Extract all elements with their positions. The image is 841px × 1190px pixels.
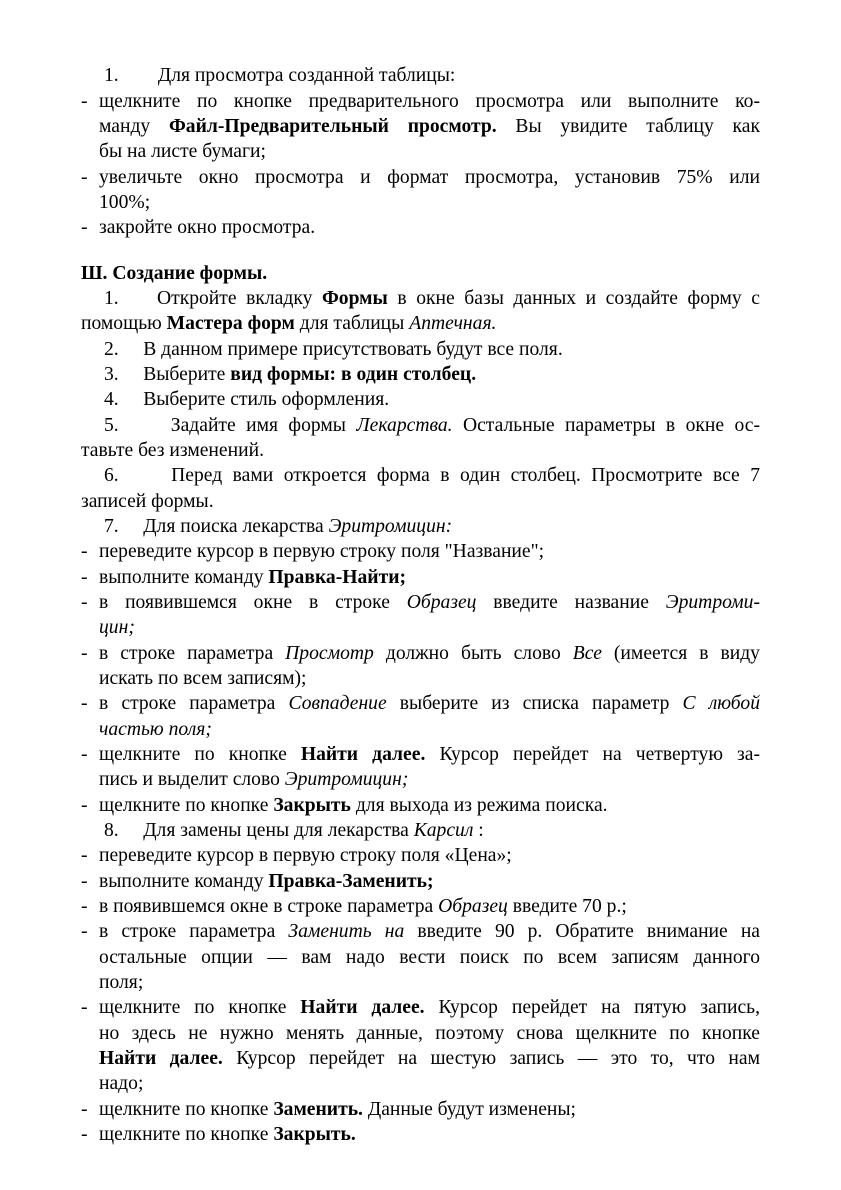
text-line: [0, 489, 841, 515]
bullet-dash: -: [81, 167, 88, 188]
text-run: в появившемся окне в строке: [99, 592, 407, 613]
line-text: [104, 362, 476, 388]
text-line: [0, 590, 841, 616]
line-text: [99, 641, 760, 667]
text-run: в строке параметра: [99, 921, 289, 942]
text-run: щелкните по кнопке: [99, 1099, 274, 1120]
text-line: [0, 1122, 841, 1148]
text-run: щелкните по кнопке: [99, 1124, 274, 1145]
bullet-dash: -: [81, 217, 88, 238]
line-text: [99, 793, 608, 819]
text-run: щелкните по кнопке: [99, 744, 301, 765]
text-line: [0, 793, 841, 819]
text-run: Данные будут изменены;: [362, 1099, 576, 1120]
bold-text: Ш. Создание формы.: [81, 263, 268, 284]
line-text: [104, 387, 389, 413]
bullet-dash: -: [81, 643, 88, 664]
line-text: [99, 742, 760, 768]
line-text: [104, 514, 452, 540]
text-run: щелкните по кнопке: [99, 795, 274, 816]
text-run: искать по всем записям);: [99, 668, 307, 689]
text-run: введите 70 р.;: [507, 896, 627, 917]
bold-text: Файл-Предварительный просмотр.: [168, 116, 497, 137]
italic-text: Образец: [406, 592, 477, 613]
text-line: [0, 995, 841, 1021]
line-text: [99, 691, 760, 717]
text-run: 8. Для замены цены для лекарства: [104, 820, 414, 841]
text-line: [0, 565, 841, 591]
line-text: [104, 337, 563, 363]
line-text: [99, 165, 760, 191]
italic-text: Образец: [438, 896, 508, 917]
line-text: [99, 1046, 760, 1072]
text-line: [0, 139, 841, 165]
text-run: выберите из списка параметр: [386, 693, 683, 714]
text-run: 2. В данном примере присутствовать будут все поля.: [104, 339, 563, 360]
line-text: [99, 139, 266, 165]
text-run: пись и выделит слово: [99, 769, 285, 790]
text-run: для выхода из режима поиска.: [350, 795, 608, 816]
text-run: щелкните по кнопке: [99, 997, 301, 1018]
text-line: [0, 387, 841, 413]
italic-text: Совпадение: [288, 693, 387, 714]
bold-text: Закрыть.: [273, 1124, 356, 1145]
italic-text: Заменить на: [288, 921, 405, 942]
bold-text: Формы: [321, 288, 388, 309]
text-line: [0, 843, 841, 869]
text-run: для таблицы: [294, 313, 410, 334]
line-text: [99, 666, 306, 692]
line-text: [99, 869, 434, 895]
bold-text: Найти далее.: [300, 744, 426, 765]
bold-text: Закрыть: [273, 795, 351, 816]
text-run: бы на листе бумаги;: [99, 141, 266, 162]
text-run: Курсор перейдет на четвертую за-: [425, 744, 761, 765]
text-line: [0, 362, 841, 388]
text-run: выполните команду: [99, 871, 269, 892]
bold-text: Правка-Найти;: [268, 567, 407, 588]
text-line: [0, 114, 841, 140]
bullet-dash: -: [81, 896, 88, 917]
line-text: [99, 565, 406, 591]
bullet-dash: -: [81, 997, 88, 1018]
line-text: [104, 818, 484, 844]
line-text: [99, 539, 544, 565]
bullet-dash: -: [81, 921, 88, 942]
text-run: но здесь не нужно менять данные, поэтому снова щелкните по кнопке: [99, 1023, 760, 1044]
text-run: поля;: [99, 972, 144, 993]
text-run: щелкните по кнопке предварительного просмотра или выполните ко-: [99, 91, 760, 112]
text-run: 1. Откройте вкладку: [104, 288, 322, 309]
text-run: введите 90 р. Обратите внимание на: [404, 921, 761, 942]
italic-text: Все: [572, 643, 602, 664]
text-run: 1. Для просмотра созданной таблицы:: [104, 65, 456, 86]
text-run: в строке параметра: [99, 693, 289, 714]
line-text: [99, 1021, 760, 1047]
line-text: [99, 1122, 356, 1148]
bullet-dash: -: [81, 1099, 88, 1120]
line-text: [99, 843, 512, 869]
bullet-dash: -: [81, 1124, 88, 1145]
bold-text: вид формы: в один столбец.: [230, 364, 477, 385]
line-text: [81, 311, 496, 337]
text-run: 5. Задайте имя формы: [104, 415, 357, 436]
italic-text: Лекарства.: [356, 415, 453, 436]
bullet-dash: -: [81, 567, 88, 588]
italic-text: Просмотр: [285, 643, 374, 664]
text-run: тавьте без изменений.: [81, 440, 264, 461]
text-line: [0, 413, 841, 439]
text-line: [0, 767, 841, 793]
italic-text: С любой: [682, 693, 760, 714]
line-text: [99, 894, 627, 920]
text-run: увеличьте окно просмотра и формат просмотра, установив 75% или: [99, 167, 760, 188]
line-text: [81, 261, 267, 287]
bold-text: Найти далее.: [300, 997, 425, 1018]
text-line: [0, 261, 841, 287]
text-run: выполните команду: [99, 567, 269, 588]
text-run: манду: [99, 116, 169, 137]
text-run: в появившемся окне в строке параметра: [99, 896, 439, 917]
text-run: Курсор перейдет на пятую запись,: [424, 997, 760, 1018]
text-run: переведите курсор в первую строку поля "Название";: [99, 541, 545, 562]
text-line: [0, 691, 841, 717]
text-line: [0, 311, 841, 337]
bullet-dash: -: [81, 693, 88, 714]
text-line: [0, 1046, 841, 1072]
bold-text: Заменить.: [273, 1099, 363, 1120]
line-text: [99, 717, 212, 743]
text-line: [0, 539, 841, 565]
text-run: Остальные параметры в окне ос-: [452, 415, 760, 436]
text-run: должно быть слово: [373, 643, 573, 664]
text-line: [0, 463, 841, 489]
italic-text: Эритроми-: [665, 592, 760, 613]
line-text: [104, 63, 455, 89]
text-run: закройте окно просмотра.: [99, 217, 316, 238]
text-line: [0, 945, 841, 971]
line-text: [81, 489, 214, 515]
line-text: [99, 114, 760, 140]
text-run: в окне базы данных и создайте форму с: [387, 288, 760, 309]
text-line: [0, 165, 841, 191]
line-text: [99, 615, 135, 641]
text-run: остальные опции — вам надо вести поиск по всем записям данного: [99, 947, 760, 968]
bullet-dash: -: [81, 871, 88, 892]
line-text: [104, 286, 760, 312]
text-line: [0, 641, 841, 667]
text-line: [0, 337, 841, 363]
text-line: [0, 438, 841, 464]
bullet-dash: -: [81, 592, 88, 613]
text-line: [0, 1097, 841, 1123]
text-line: [0, 615, 841, 641]
text-run: введите название: [476, 592, 666, 613]
italic-text: Эритромицин;: [284, 769, 409, 790]
line-text: [99, 945, 760, 971]
text-run: 4. Выберите стиль оформления.: [104, 389, 390, 410]
text-line: [0, 970, 841, 996]
line-text: [99, 919, 760, 945]
text-line: [0, 742, 841, 768]
text-line: [0, 717, 841, 743]
text-line: [0, 286, 841, 312]
text-line: [0, 1021, 841, 1047]
line-text: [99, 89, 760, 115]
text-line: [0, 919, 841, 945]
text-run: 100%;: [99, 192, 151, 213]
text-line: [0, 666, 841, 692]
line-text: [104, 463, 760, 489]
line-text: [99, 190, 150, 216]
text-line: [0, 869, 841, 895]
bold-text: Найти далее.: [99, 1048, 223, 1069]
text-line: [0, 63, 841, 89]
bold-text: Мастера форм: [166, 313, 295, 334]
italic-text: Аптечная.: [409, 313, 497, 334]
bullet-dash: -: [81, 91, 88, 112]
bold-text: Правка-Заменить;: [268, 871, 434, 892]
italic-text: цин;: [99, 617, 135, 638]
italic-text: Карсил: [413, 820, 474, 841]
text-run: 6. Перед вами откроется форма в один столбец. Просмотрите все 7: [104, 465, 760, 486]
line-text: [99, 1097, 576, 1123]
line-text: [99, 1071, 143, 1097]
text-run: :: [473, 820, 484, 841]
line-text: [99, 970, 143, 996]
bullet-dash: -: [81, 845, 88, 866]
text-run: 3. Выберите: [104, 364, 231, 385]
text-run: Курсор перейдет на шестую запись — это то, что нам: [222, 1048, 760, 1069]
text-run: помощью: [81, 313, 167, 334]
text-run: 7. Для поиска лекарства: [104, 516, 329, 537]
text-line: [0, 514, 841, 540]
line-text: [99, 215, 315, 241]
text-line: [0, 818, 841, 844]
text-run: Вы увидите таблицу как: [496, 116, 760, 137]
text-run: записей формы.: [81, 491, 214, 512]
text-run: надо;: [99, 1073, 144, 1094]
line-text: [99, 767, 408, 793]
line-text: [99, 995, 760, 1021]
text-line: [0, 89, 841, 115]
bullet-dash: -: [81, 795, 88, 816]
bullet-dash: -: [81, 541, 88, 562]
text-line: [0, 1071, 841, 1097]
text-line: [0, 190, 841, 216]
line-text: [81, 438, 264, 464]
text-run: переведите курсор в первую строку поля «Цена»;: [99, 845, 512, 866]
text-run: (имеется в виду: [601, 643, 760, 664]
text-line: [0, 215, 841, 241]
text-line: [0, 894, 841, 920]
italic-text: частью поля;: [99, 719, 212, 740]
text-run: в строке параметра: [99, 643, 286, 664]
italic-text: Эритромицин:: [328, 516, 453, 537]
line-text: [104, 413, 760, 439]
line-text: [99, 590, 760, 616]
bullet-dash: -: [81, 744, 88, 765]
